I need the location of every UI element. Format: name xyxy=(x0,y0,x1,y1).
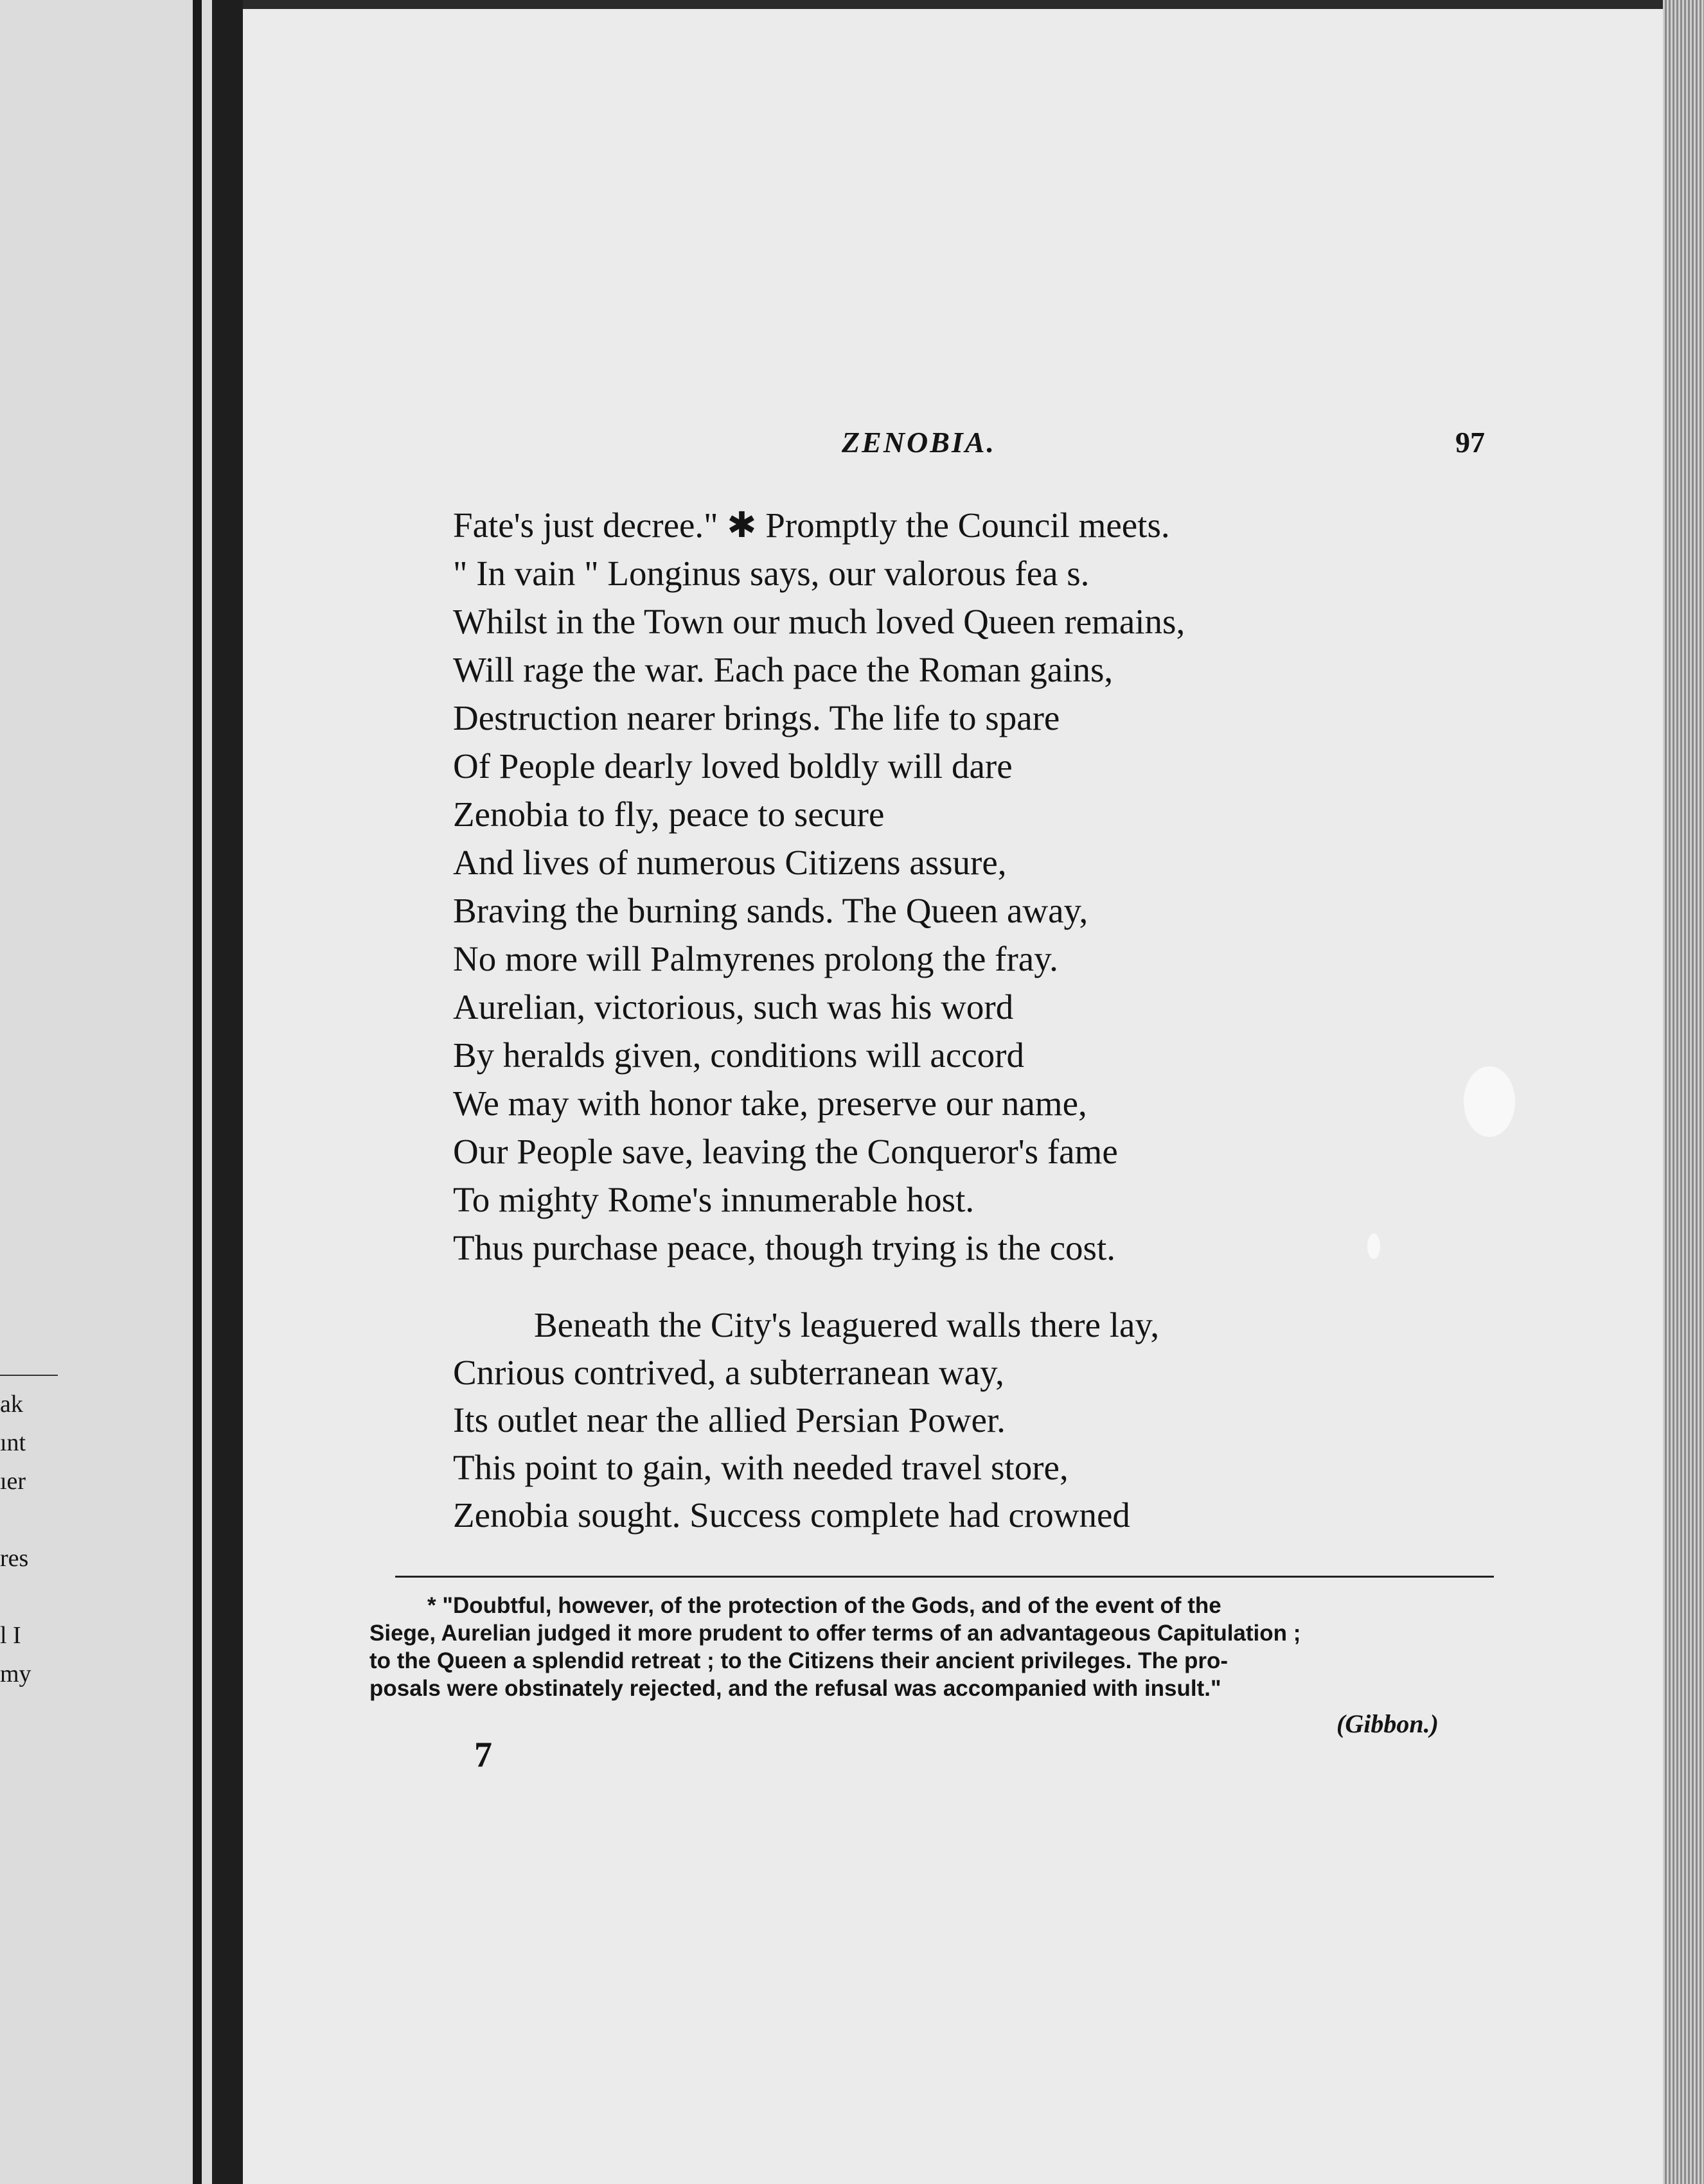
poem-line: Will rage the war. Each pace the Roman gains, xyxy=(453,650,1114,689)
facing-page-edge xyxy=(193,0,202,2184)
footnote-line: to the Queen a splendid retreat ; to the Citizens their ancient privileges. The pro- xyxy=(369,1648,1229,1673)
poem-line: Thus purchase peace, though trying is the cost. xyxy=(453,1228,1115,1267)
paper-blemish xyxy=(1367,1233,1380,1259)
poem-line: " In vain " Longinus says, our valorous fea s. xyxy=(453,554,1090,593)
poem-line: Whilst in the Town our much loved Queen remains, xyxy=(453,602,1185,641)
facing-page-fragment: my xyxy=(0,1660,31,1687)
facing-page-fragment: l I xyxy=(0,1622,21,1649)
footnote-rule xyxy=(395,1576,1494,1578)
page-number: 97 xyxy=(1455,426,1485,459)
poem-line: Beneath the City's leaguered walls there lay, xyxy=(534,1305,1160,1344)
paper-blemish xyxy=(1464,1066,1515,1137)
poem-line: And lives of numerous Citizens assure, xyxy=(453,843,1007,882)
poem-line: Our People save, leaving the Conqueror's fame xyxy=(453,1132,1118,1171)
poem-line: By heralds given, conditions will accord xyxy=(453,1035,1024,1075)
signature-mark: 7 xyxy=(474,1735,492,1775)
running-title: ZENOBIA. xyxy=(842,426,996,459)
poem-line: Of People dearly loved boldly will dare xyxy=(453,746,1013,786)
book-gutter xyxy=(212,0,243,2184)
facing-page-fragment: res xyxy=(0,1545,29,1572)
poem-line: Fate's just decree." ✱ Promptly the Council meets. xyxy=(453,506,1170,545)
poem-line: Braving the burning sands. The Queen away, xyxy=(453,891,1088,930)
facing-page-fragment: ıer xyxy=(0,1468,26,1495)
poem-line: Cnrious contrived, a subterranean way, xyxy=(453,1353,1004,1392)
facing-page-rule xyxy=(0,1375,58,1376)
poem-line: We may with honor take, preserve our name, xyxy=(453,1084,1087,1123)
poem-line: This point to gain, with needed travel store, xyxy=(453,1448,1069,1487)
poem-line: Aurelian, victorious, such was his word xyxy=(453,987,1014,1026)
page-stack-edge xyxy=(1663,0,1704,2184)
footnote-line: posals were obstinately rejected, and the refusal was accompanied with insult." xyxy=(369,1676,1221,1701)
poem-line: Its outlet near the allied Persian Power. xyxy=(453,1400,1006,1440)
facing-page-fragment: ınt xyxy=(0,1429,26,1456)
page-top-edge xyxy=(243,0,1704,9)
poem-line: Zenobia sought. Success complete had crowned xyxy=(453,1495,1130,1535)
footnote-credit: (Gibbon.) xyxy=(1336,1709,1439,1738)
facing-page-fragment: ak xyxy=(0,1391,23,1418)
poem-line: Zenobia to fly, peace to secure xyxy=(453,795,885,834)
facing-page xyxy=(0,0,212,2184)
poem-line: To mighty Rome's innumerable host. xyxy=(453,1180,975,1219)
footnote-line: Siege, Aurelian judged it more prudent to offer terms of an advantageous Capitulation ; xyxy=(369,1621,1301,1646)
poem-line: No more will Palmyrenes prolong the fray. xyxy=(453,939,1058,978)
poem-line: Destruction nearer brings. The life to spare xyxy=(453,698,1060,737)
footnote-line: * "Doubtful, however, of the protection of the Gods, and of the event of the xyxy=(427,1593,1221,1618)
